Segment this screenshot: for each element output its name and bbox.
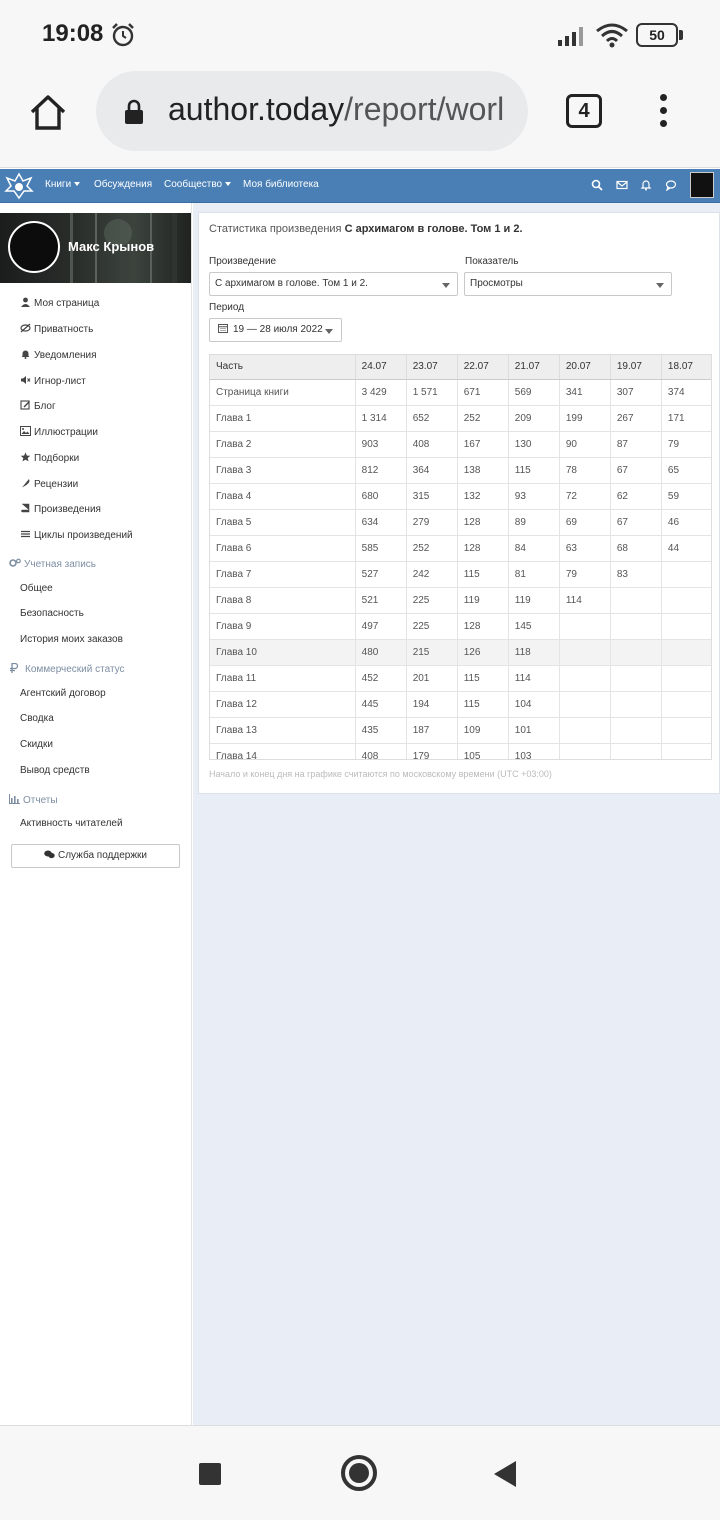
table-cell-value [661, 561, 712, 587]
bell-icon[interactable] [640, 179, 652, 191]
column-header-date: 21.07 [508, 355, 559, 379]
sidebar-item-works[interactable]: Произведения [20, 503, 101, 515]
table-cell-part: Глава 4 [210, 483, 355, 509]
table-cell-value [610, 691, 661, 717]
table-cell-value: 119 [457, 587, 508, 613]
table-cell-value: 103 [508, 743, 559, 760]
mute-icon [20, 375, 31, 385]
table-cell-value: 132 [457, 483, 508, 509]
table-cell-value [610, 717, 661, 743]
metric-select-value: Просмотры [470, 278, 523, 289]
table-cell-value: 3 429 [355, 379, 406, 405]
nav-my-library[interactable]: Моя библиотека [243, 179, 319, 190]
table-cell-part: Глава 12 [210, 691, 355, 717]
sidebar-item-security[interactable]: Безопасность [20, 608, 84, 619]
table-cell-value: 671 [457, 379, 508, 405]
table-cell-value: 104 [508, 691, 559, 717]
column-header-date: 18.07 [661, 355, 712, 379]
nav-community[interactable]: Сообщество [164, 179, 231, 190]
nav-books[interactable]: Книги [45, 179, 80, 190]
chat-icon[interactable] [665, 179, 677, 191]
table-cell-value: 90 [559, 431, 610, 457]
table-row [210, 665, 712, 691]
table-cell-value [559, 639, 610, 665]
table-row [210, 457, 712, 483]
table-cell-value: 67 [610, 509, 661, 535]
sidebar-item-discounts[interactable]: Скидки [20, 739, 53, 750]
status-time: 19:08 [42, 20, 104, 47]
table-row [210, 639, 712, 665]
nav-discussions[interactable]: Обсуждения [94, 179, 153, 190]
column-header-date: 19.07 [610, 355, 661, 379]
table-cell-value: 62 [610, 483, 661, 509]
browser-toolbar [0, 70, 720, 168]
table-cell-value: 242 [406, 561, 457, 587]
table-cell-value: 114 [508, 665, 559, 691]
status-bar [0, 0, 720, 70]
table-cell-value: 252 [457, 405, 508, 431]
column-header-date: 23.07 [406, 355, 457, 379]
sidebar-item-order-history[interactable]: История моих заказов [20, 634, 123, 645]
wifi-icon [596, 22, 628, 48]
sidebar-item-privacy[interactable]: Приватность [20, 323, 93, 335]
table-cell-value: 812 [355, 457, 406, 483]
alarm-icon [110, 22, 136, 48]
table-cell-value: 93 [508, 483, 559, 509]
table-cell-value: 445 [355, 691, 406, 717]
timezone-note: Начало и конец дня на графике считаются по московскому времени (UTC +03:00) [209, 769, 552, 779]
sidebar-item-blog[interactable]: Блог [20, 400, 56, 412]
chevron-down-icon [325, 329, 333, 334]
table-row [210, 379, 712, 405]
table-row [210, 509, 712, 535]
table-cell-value: 215 [406, 639, 457, 665]
table-cell-value: 89 [508, 509, 559, 535]
table-cell-value: 569 [508, 379, 559, 405]
lock-icon [124, 99, 144, 125]
table-cell-value: 68 [610, 535, 661, 561]
table-cell-value: 115 [508, 457, 559, 483]
table-cell-part: Глава 6 [210, 535, 355, 561]
url-path: /report/worl [344, 91, 505, 127]
table-cell-value: 480 [355, 639, 406, 665]
work-select[interactable] [209, 272, 458, 296]
table-cell-value [661, 743, 712, 760]
table-cell-value: 408 [406, 431, 457, 457]
period-picker[interactable] [209, 318, 342, 342]
table-cell-value [610, 665, 661, 691]
table-cell-value: 435 [355, 717, 406, 743]
table-cell-value: 194 [406, 691, 457, 717]
table-cell-value: 145 [508, 613, 559, 639]
table-row [210, 717, 712, 743]
table-cell-value: 179 [406, 743, 457, 760]
table-cell-value: 69 [559, 509, 610, 535]
table-cell-part: Глава 8 [210, 587, 355, 613]
sidebar-item-agency-agreement[interactable]: Агентский договор [20, 688, 106, 699]
table-cell-value: 187 [406, 717, 457, 743]
table-cell-value: 67 [610, 457, 661, 483]
table-cell-value: 84 [508, 535, 559, 561]
table-row [210, 743, 712, 760]
comments-icon [44, 850, 55, 859]
table-cell-part: Глава 7 [210, 561, 355, 587]
table-cell-value [559, 613, 610, 639]
table-cell-value: 79 [559, 561, 610, 587]
signal-icon [558, 24, 588, 46]
table-cell-part: Глава 5 [210, 509, 355, 535]
table-cell-value: 83 [610, 561, 661, 587]
table-cell-value: 497 [355, 613, 406, 639]
image-icon [20, 426, 31, 436]
sidebar-item-withdraw[interactable]: Вывод средств [20, 765, 90, 776]
sidebar-header-commerce: Коммерческий статус [9, 663, 125, 675]
table-cell-value: 78 [559, 457, 610, 483]
work-select-value: С архимагом в голове. Том 1 и 2. [215, 278, 368, 289]
table-cell-value: 903 [355, 431, 406, 457]
table-row [210, 535, 712, 561]
table-cell-value: 65 [661, 457, 712, 483]
table-cell-value: 118 [508, 639, 559, 665]
table-cell-part: Глава 11 [210, 665, 355, 691]
table-cell-value: 341 [559, 379, 610, 405]
table-cell-value [559, 717, 610, 743]
table-row [210, 613, 712, 639]
url-text[interactable] [168, 91, 512, 128]
profile-name[interactable]: Макс Крынов [68, 239, 155, 254]
table-cell-value: 680 [355, 483, 406, 509]
table-row [210, 405, 712, 431]
stats-table-scroll[interactable] [209, 354, 712, 760]
sidebar-item-series[interactable]: Циклы произведений [20, 529, 133, 541]
table-cell-part: Страница книги [210, 379, 355, 405]
table-cell-value: 87 [610, 431, 661, 457]
sidebar-item-reader-activity[interactable]: Активность читателей [20, 818, 123, 829]
table-cell-value: 652 [406, 405, 457, 431]
table-cell-value: 138 [457, 457, 508, 483]
table-cell-value: 128 [457, 535, 508, 561]
table-cell-value: 59 [661, 483, 712, 509]
sidebar-item-reviews[interactable]: Рецензии [20, 478, 78, 490]
stack-icon [20, 529, 31, 539]
table-cell-value: 114 [559, 587, 610, 613]
column-header-date: 22.07 [457, 355, 508, 379]
column-header-date: 20.07 [559, 355, 610, 379]
back-icon[interactable] [494, 1461, 516, 1487]
table-cell-value: 79 [661, 431, 712, 457]
recent-apps-icon[interactable] [199, 1463, 221, 1485]
table-cell-value [661, 717, 712, 743]
site-navbar [0, 169, 720, 203]
table-cell-part: Глава 9 [210, 613, 355, 639]
battery-icon [636, 23, 684, 47]
table-cell-value: 81 [508, 561, 559, 587]
user-avatar[interactable] [690, 172, 714, 198]
metric-select[interactable] [464, 272, 672, 296]
profile-banner[interactable] [0, 213, 191, 283]
table-cell-value [610, 639, 661, 665]
table-cell-value: 115 [457, 691, 508, 717]
table-cell-value: 126 [457, 639, 508, 665]
table-cell-value: 634 [355, 509, 406, 535]
table-cell-value [610, 613, 661, 639]
ruble-icon [9, 663, 19, 673]
table-cell-value: 521 [355, 587, 406, 613]
table-cell-value: 105 [457, 743, 508, 760]
user-icon [20, 297, 31, 307]
column-header-part: Часть [210, 355, 355, 379]
table-cell-value [559, 665, 610, 691]
table-cell-value: 225 [406, 613, 457, 639]
table-cell-part: Глава 10 [210, 639, 355, 665]
feather-icon [20, 478, 31, 488]
table-cell-value: 225 [406, 587, 457, 613]
page-title: Статистика произведения С архимагом в голове. Том 1 и 2. [209, 223, 523, 235]
table-cell-value: 364 [406, 457, 457, 483]
table-cell-value: 44 [661, 535, 712, 561]
profile-avatar[interactable] [8, 221, 60, 273]
table-cell-value: 130 [508, 431, 559, 457]
table-cell-part: Глава 1 [210, 405, 355, 431]
table-row [210, 561, 712, 587]
table-cell-value: 527 [355, 561, 406, 587]
table-row [210, 691, 712, 717]
sidebar [0, 203, 192, 1425]
table-cell-value: 72 [559, 483, 610, 509]
period-value: 19 — 28 июля 2022 [233, 324, 323, 335]
table-cell-value [661, 587, 712, 613]
table-row [210, 483, 712, 509]
sidebar-item-my-page[interactable]: Моя страница [20, 297, 99, 309]
search-icon[interactable] [591, 179, 603, 191]
table-cell-value: 452 [355, 665, 406, 691]
home-icon[interactable] [28, 92, 68, 132]
address-bar[interactable] [96, 71, 528, 151]
table-cell-value: 171 [661, 405, 712, 431]
table-cell-value [661, 665, 712, 691]
sidebar-header-reports: Отчеты [9, 794, 58, 806]
tabs-count-button[interactable]: 4 [566, 94, 602, 128]
table-cell-value: 115 [457, 665, 508, 691]
period-label: Период [209, 302, 245, 313]
sidebar-header-account: Учетная запись [9, 558, 96, 570]
table-cell-value: 63 [559, 535, 610, 561]
table-cell-value: 128 [457, 509, 508, 535]
table-cell-value: 315 [406, 483, 457, 509]
work-label: Произведение [209, 256, 277, 267]
table-row [210, 587, 712, 613]
mail-icon[interactable] [616, 179, 628, 191]
calendar-icon [218, 323, 228, 333]
site-logo-icon[interactable] [4, 171, 34, 201]
table-cell-value: 585 [355, 535, 406, 561]
edit-icon [20, 400, 31, 410]
table-cell-value: 201 [406, 665, 457, 691]
sidebar-item-notifications[interactable]: Уведомления [20, 349, 97, 361]
table-body [210, 379, 712, 760]
battery-level: 50 [636, 23, 678, 47]
table-cell-value: 252 [406, 535, 457, 561]
table-cell-value: 1 314 [355, 405, 406, 431]
table-cell-value: 199 [559, 405, 610, 431]
table-cell-value: 109 [457, 717, 508, 743]
chevron-down-icon [656, 283, 664, 288]
sidebar-item-collections[interactable]: Подборки [20, 452, 79, 464]
report-panel [198, 212, 720, 794]
column-header-date: 24.07 [355, 355, 406, 379]
sidebar-item-illustrations[interactable]: Иллюстрации [20, 426, 98, 438]
table-cell-value: 119 [508, 587, 559, 613]
sidebar-item-general[interactable]: Общее [20, 583, 53, 594]
table-cell-value [559, 691, 610, 717]
sidebar-item-ignore-list[interactable]: Игнор-лист [20, 375, 86, 387]
table-cell-value [610, 743, 661, 760]
table-cell-value: 209 [508, 405, 559, 431]
table-cell-value: 307 [610, 379, 661, 405]
star-icon [20, 452, 31, 462]
table-cell-value: 115 [457, 561, 508, 587]
table-row [210, 431, 712, 457]
table-cell-part: Глава 13 [210, 717, 355, 743]
table-header-row [210, 355, 712, 379]
table-cell-value [661, 639, 712, 665]
table-cell-value [661, 613, 712, 639]
bell-icon [20, 349, 31, 359]
table-cell-value: 267 [610, 405, 661, 431]
gears-icon [9, 558, 21, 568]
metric-label: Показатель [465, 256, 519, 267]
system-navigation-bar [0, 1425, 720, 1520]
table-cell-part: Глава 14 [210, 743, 355, 760]
stats-table [210, 355, 712, 760]
table-cell-value: 279 [406, 509, 457, 535]
eye-slash-icon [20, 323, 31, 333]
table-cell-value: 1 571 [406, 379, 457, 405]
support-button[interactable]: Служба поддержки [11, 844, 180, 868]
chevron-down-icon [442, 283, 450, 288]
table-cell-value: 101 [508, 717, 559, 743]
browser-menu-icon[interactable] [656, 94, 670, 130]
table-cell-value [661, 691, 712, 717]
table-cell-value: 408 [355, 743, 406, 760]
table-cell-part: Глава 3 [210, 457, 355, 483]
table-cell-part: Глава 2 [210, 431, 355, 457]
url-host: author.today [168, 91, 345, 127]
bar-chart-icon [9, 794, 20, 804]
table-cell-value: 167 [457, 431, 508, 457]
table-cell-value: 46 [661, 509, 712, 535]
table-cell-value [610, 587, 661, 613]
book-icon [20, 503, 31, 513]
table-cell-value [559, 743, 610, 760]
table-cell-value: 374 [661, 379, 712, 405]
sidebar-item-summary[interactable]: Сводка [20, 713, 54, 724]
table-cell-value: 128 [457, 613, 508, 639]
home-button-icon[interactable] [341, 1455, 377, 1491]
